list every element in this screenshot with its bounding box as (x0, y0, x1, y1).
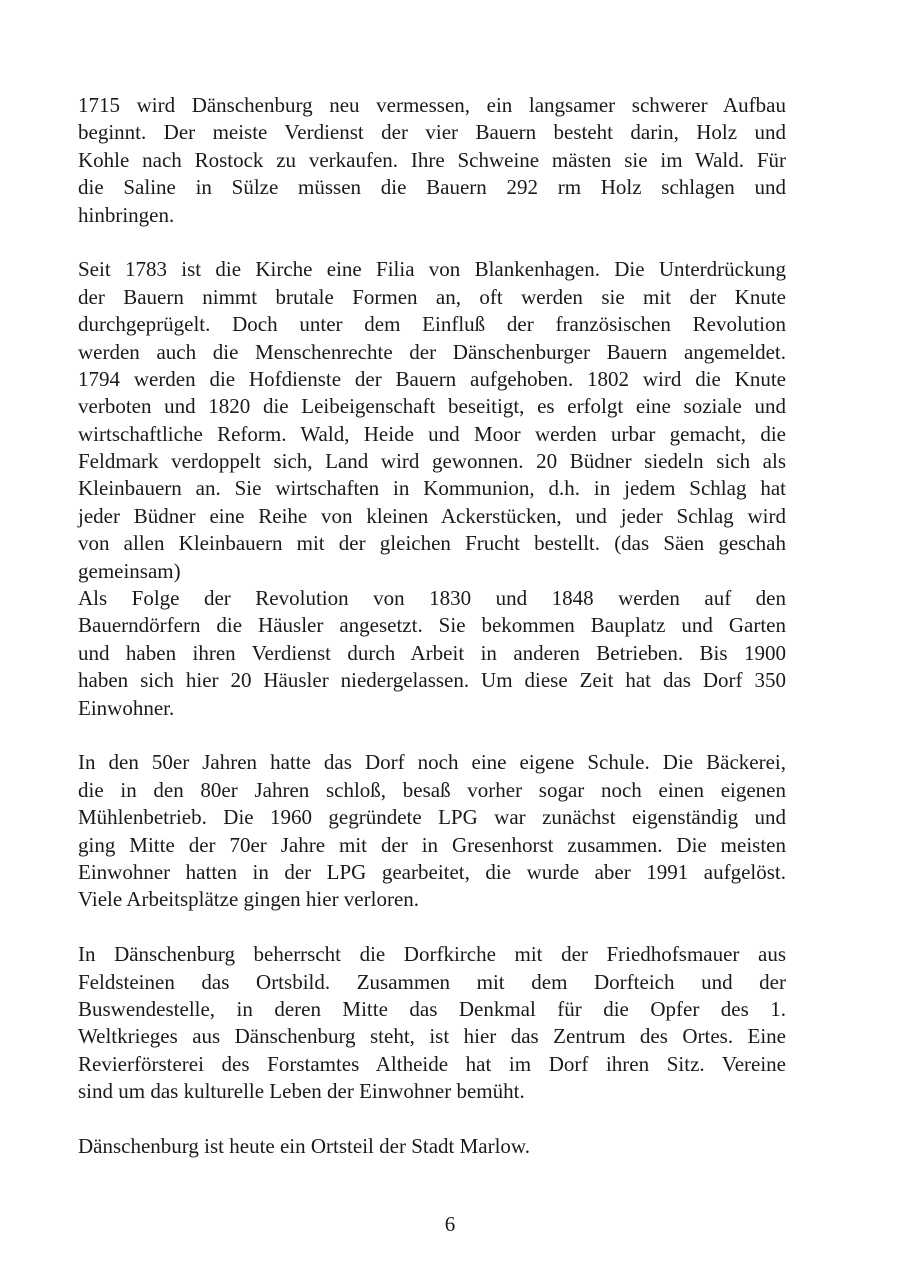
paragraph-spacer (78, 1105, 786, 1132)
text-line: Feldmark verdoppelt sich, Land wird gewonnen. 20 Büdner siedeln sich als (78, 449, 786, 474)
text-line: von allen Kleinbauern mit der gleichen Frucht bestellt. (das Säen geschah (78, 531, 786, 556)
paragraph-5 (78, 941, 786, 1105)
text-line: In Dänschenburg beherrscht die Dorfkirche mit der Friedhofsmauer aus (78, 942, 786, 967)
text-line: verboten und 1820 die Leibeigenschaft beseitigt, es erfolgt eine soziale und (78, 394, 786, 419)
text-line: Mühlenbetrieb. Die 1960 gegründete LPG war zunächst eigenständig und (78, 805, 786, 830)
paragraph-spacer (78, 914, 786, 941)
paragraph-spacer (78, 722, 786, 749)
paragraph-1 (78, 92, 786, 229)
text-line: Weltkrieges aus Dänschenburg steht, ist hier das Zentrum des Ortes. Eine (78, 1024, 786, 1049)
document-page (78, 92, 786, 1160)
text-line: die in den 80er Jahren schloß, besaß vorher sogar noch einen eigenen (78, 777, 786, 802)
text-line: Revierförsterei des Forstamtes Altheide hat im Dorf ihren Sitz. Vereine (78, 1051, 786, 1076)
text-line: Kleinbauern an. Sie wirtschaften in Kommunion, d.h. in jedem Schlag hat (78, 476, 786, 501)
text-line: die Saline in Sülze müssen die Bauern 292 rm Holz schlagen und (78, 175, 786, 200)
text-line: ging Mitte der 70er Jahre mit der in Gresenhorst zusammen. Die meisten (78, 832, 786, 857)
text-line: 1794 werden die Hofdienste der Bauern aufgehoben. 1802 wird die Knute (78, 366, 786, 391)
text-line: Einwohner hatten in der LPG gearbeitet, die wurde aber 1991 aufgelöst. (78, 859, 786, 884)
text-line: Kohle nach Rostock zu verkaufen. Ihre Schweine mästen sie im Wald. Für (78, 147, 786, 172)
text-line: durchgeprügelt. Doch unter dem Einfluß der französischen Revolution (78, 312, 786, 337)
text-line: Dänschenburg ist heute ein Ortsteil der Stadt Marlow. (78, 1133, 530, 1158)
text-line: Als Folge der Revolution von 1830 und 1848 werden auf den (78, 586, 786, 611)
text-line: sind um das kulturelle Leben der Einwohner bemüht. (78, 1079, 525, 1104)
text-line: Viele Arbeitsplätze gingen hier verloren. (78, 887, 420, 912)
text-line: In den 50er Jahren hatte das Dorf noch eine eigene Schule. Die Bäckerei, (78, 750, 786, 775)
text-line: wirtschaftliche Reform. Wald, Heide und Moor werden urbar gemacht, die (78, 421, 786, 446)
paragraph-6 (78, 1133, 786, 1160)
text-line: hinbringen. (78, 202, 175, 227)
text-line: und haben ihren Verdienst durch Arbeit in anderen Betrieben. Bis 1900 (78, 640, 786, 665)
text-line: gemeinsam) (78, 558, 181, 583)
text-line: haben sich hier 20 Häusler niedergelassen. Um diese Zeit hat das Dorf 350 (78, 668, 786, 693)
page-number: 6 (444, 1212, 456, 1236)
text-line: werden auch die Menschenrechte der Dänschenburger Bauern angemeldet. (78, 339, 786, 364)
text-line: Einwohner. (78, 695, 175, 720)
text-line: Bauerndörfern die Häusler angesetzt. Sie bekommen Bauplatz und Garten (78, 613, 786, 638)
text-line: Buswendestelle, in deren Mitte das Denkmal für die Opfer des 1. (78, 996, 786, 1021)
paragraph-4 (78, 749, 786, 913)
text-line: Feldsteinen das Ortsbild. Zusammen mit dem Dorfteich und der (78, 969, 786, 994)
paragraph-3 (78, 585, 786, 722)
text-line: Seit 1783 ist die Kirche eine Filia von Blankenhagen. Die Unterdrückung (78, 257, 786, 282)
text-line: jeder Büdner eine Reihe von kleinen Ackerstücken, und jeder Schlag wird (78, 503, 786, 528)
text-line: der Bauern nimmt brutale Formen an, oft werden sie mit der Knute (78, 284, 786, 309)
paragraph-2 (78, 256, 786, 585)
text-line: 1715 wird Dänschenburg neu vermessen, ein langsamer schwerer Aufbau (78, 93, 786, 117)
text-line: beginnt. Der meiste Verdienst der vier Bauern besteht darin, Holz und (78, 120, 786, 145)
paragraph-spacer (78, 229, 786, 256)
